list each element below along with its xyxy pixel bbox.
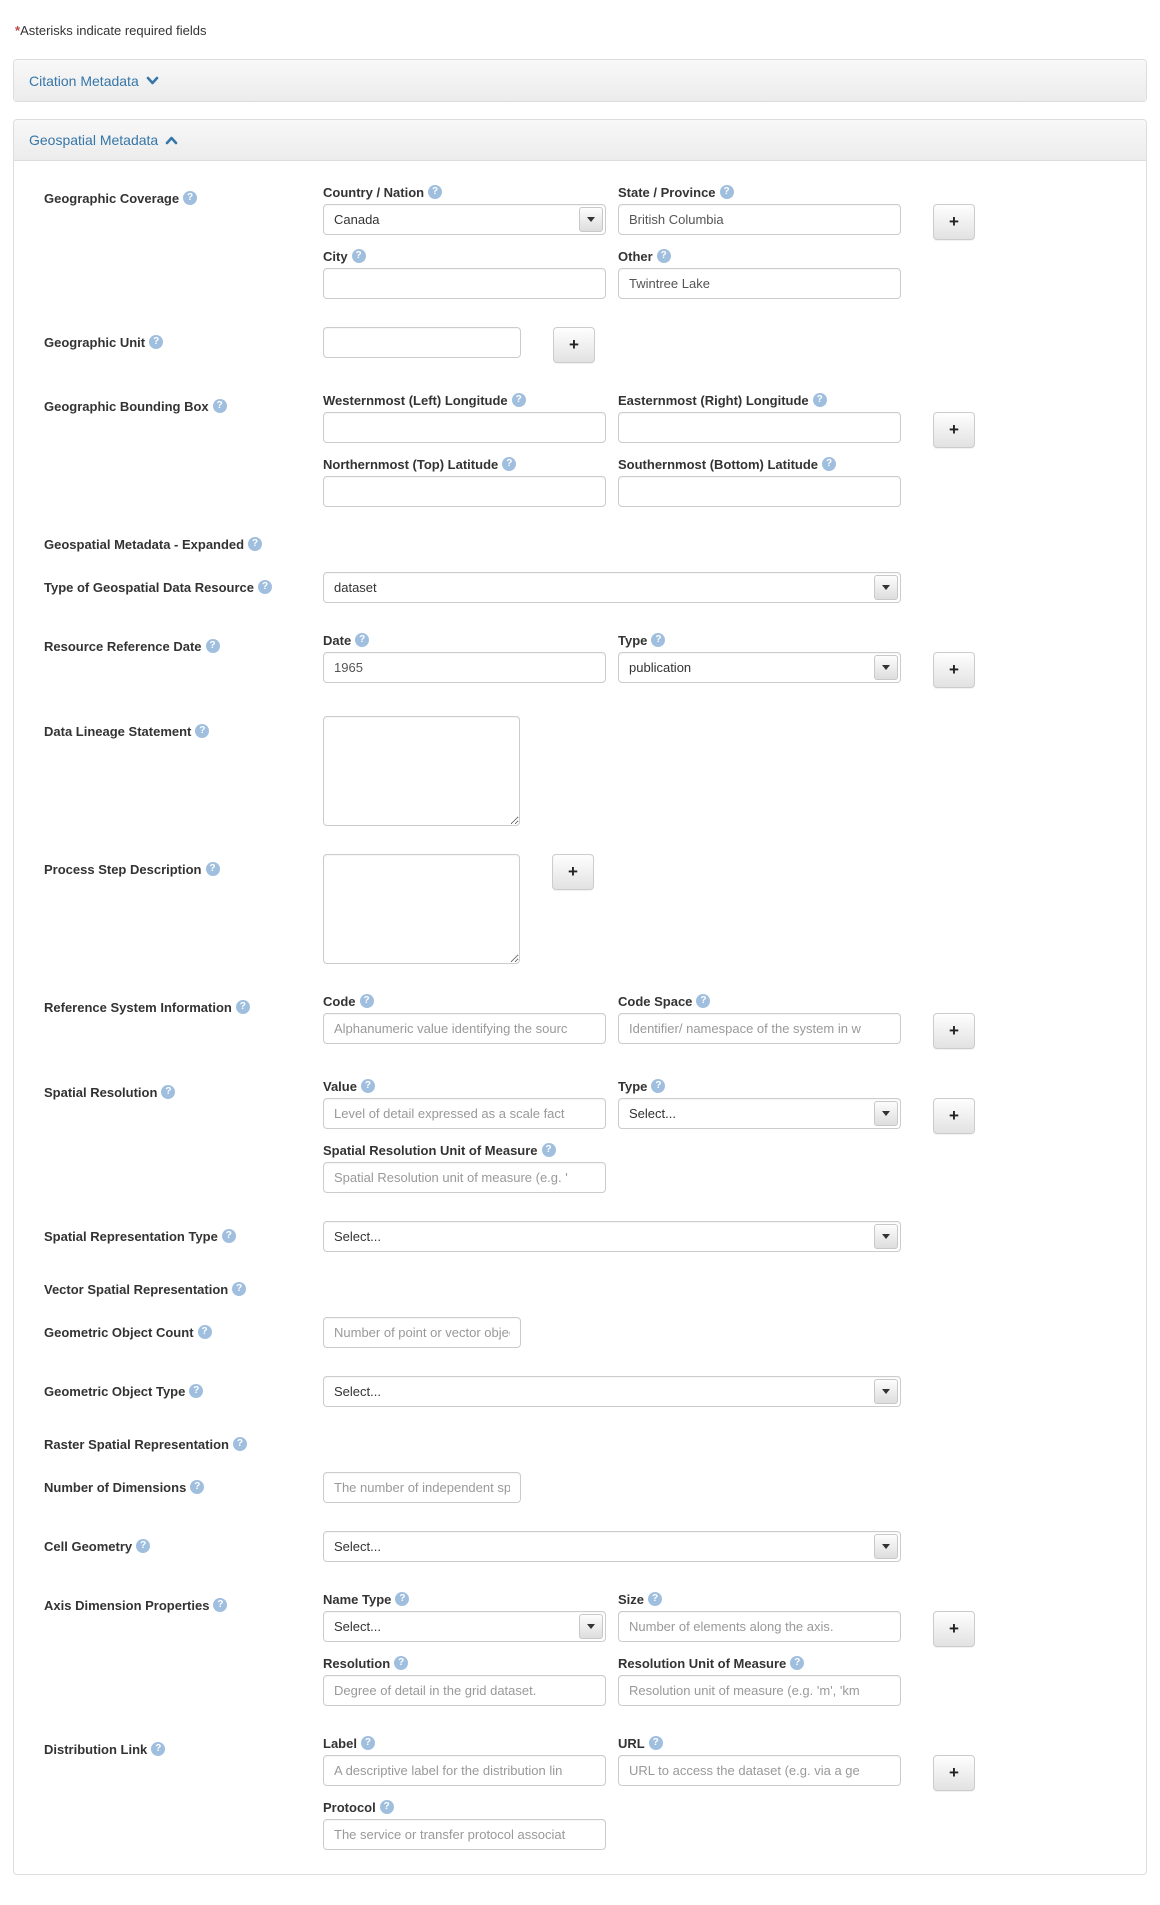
process-step-row <box>44 854 1116 964</box>
link-label-label <box>323 1734 606 1750</box>
cell-geometry-value: Select... <box>334 1539 381 1554</box>
chevron-up-icon <box>165 134 178 147</box>
add-bounding-box-button[interactable]: + <box>933 412 975 448</box>
label-text: Label <box>323 1736 357 1751</box>
add-axis-dimension-button[interactable]: + <box>933 1611 975 1647</box>
protocol-label <box>323 1798 606 1814</box>
label-text: Protocol <box>323 1800 376 1815</box>
label-text: Geographic Coverage <box>44 191 180 206</box>
label-text: Resolution Unit of Measure <box>618 1656 787 1671</box>
required-note-text: Asterisks indicate required fields <box>20 23 207 38</box>
geographic-unit-label <box>44 327 323 350</box>
label-text: Spatial Resolution <box>44 1085 158 1100</box>
name-type-label <box>323 1590 606 1606</box>
geometric-object-type-select[interactable] <box>323 1376 901 1407</box>
label-text: Cell Geometry <box>44 1539 133 1554</box>
axis-resolution-label <box>323 1654 606 1670</box>
help-icon[interactable] <box>813 393 827 407</box>
south-latitude-label <box>618 455 901 471</box>
label-text: Country / Nation <box>323 185 425 200</box>
geometric-object-type-value: Select... <box>334 1384 381 1399</box>
code-label <box>323 992 606 1008</box>
url-input[interactable] <box>618 1755 901 1786</box>
name-type-select[interactable] <box>323 1611 606 1642</box>
spatial-representation-type-select[interactable] <box>323 1221 901 1252</box>
city-input[interactable] <box>323 268 606 299</box>
date-input[interactable] <box>323 652 606 683</box>
value-input[interactable] <box>323 1098 606 1129</box>
label-text: Other <box>618 249 653 264</box>
bounding-box-row <box>44 391 1116 507</box>
label-text: Size <box>618 1592 645 1607</box>
geospatial-expanded-header-row <box>44 535 1116 552</box>
url-label <box>618 1734 901 1750</box>
spatial-resolution-row <box>44 1077 1116 1193</box>
help-icon[interactable] <box>502 457 516 471</box>
chevron-down-icon <box>579 1614 603 1639</box>
west-longitude-input[interactable] <box>323 412 606 443</box>
help-icon[interactable] <box>161 1085 175 1099</box>
axis-dimension-label <box>44 1590 323 1613</box>
help-icon[interactable] <box>657 249 671 263</box>
protocol-input[interactable] <box>323 1819 606 1850</box>
help-icon[interactable] <box>360 994 374 1008</box>
chevron-down-icon <box>874 655 898 680</box>
help-icon[interactable] <box>136 1539 150 1553</box>
resource-type-value: dataset <box>334 580 377 595</box>
help-icon[interactable] <box>189 1384 203 1398</box>
help-icon[interactable] <box>236 1000 250 1014</box>
label-text: Type <box>618 1079 648 1094</box>
number-of-dimensions-row <box>44 1472 1116 1503</box>
label-text: Spatial Resolution Unit of Measure <box>323 1143 538 1158</box>
number-of-dimensions-input[interactable] <box>323 1472 521 1503</box>
country-nation-label <box>323 183 606 199</box>
raster-representation-label <box>44 1435 247 1452</box>
required-fields-note <box>15 23 1145 38</box>
state-province-label <box>618 183 901 199</box>
reference-date-label <box>44 631 323 654</box>
help-icon[interactable] <box>233 1437 247 1451</box>
geospatial-expanded-label <box>44 535 262 552</box>
help-icon[interactable] <box>183 191 197 205</box>
reference-system-row <box>44 992 1116 1049</box>
help-icon[interactable] <box>651 1079 665 1093</box>
chevron-down-icon <box>579 207 603 232</box>
chevron-down-icon <box>146 74 159 87</box>
country-nation-value: Canada <box>334 212 380 227</box>
label-text: Vector Spatial Representation <box>44 1282 229 1297</box>
name-type-value: Select... <box>334 1619 381 1634</box>
label-text: Date <box>323 633 352 648</box>
label-text: Southernmost (Bottom) Latitude <box>618 457 819 472</box>
geographic-coverage-label <box>44 183 323 206</box>
citation-metadata-panel <box>13 59 1147 102</box>
citation-metadata-header[interactable] <box>14 60 1146 101</box>
help-icon[interactable] <box>213 399 227 413</box>
label-text: Reference System Information <box>44 1000 232 1015</box>
geospatial-metadata-title: Geospatial Metadata <box>29 132 159 148</box>
size-input[interactable] <box>618 1611 901 1642</box>
geographic-coverage-row <box>44 183 1116 299</box>
axis-resolution-input[interactable] <box>323 1675 606 1706</box>
help-icon[interactable] <box>790 1656 804 1670</box>
resolution-type-value: Select... <box>629 1106 676 1121</box>
add-reference-system-button[interactable]: + <box>933 1013 975 1049</box>
help-icon[interactable] <box>190 1480 204 1494</box>
link-label-input[interactable] <box>323 1755 606 1786</box>
resource-type-row <box>44 572 1116 603</box>
cell-geometry-select[interactable] <box>323 1531 901 1562</box>
help-icon[interactable] <box>394 1656 408 1670</box>
reference-system-label <box>44 992 323 1015</box>
code-space-label <box>618 992 901 1008</box>
help-icon[interactable] <box>222 1229 236 1243</box>
chevron-down-icon <box>874 1379 898 1404</box>
country-nation-select[interactable] <box>323 204 606 235</box>
label-text: Geometric Object Type <box>44 1384 186 1399</box>
required-asterisk: * <box>15 23 21 38</box>
label-text: Raster Spatial Representation <box>44 1437 229 1452</box>
cell-geometry-label <box>44 1531 323 1554</box>
chevron-down-icon <box>874 1534 898 1559</box>
state-province-input[interactable] <box>618 204 901 235</box>
help-icon[interactable] <box>258 580 272 594</box>
vector-representation-label <box>44 1280 246 1297</box>
spatial-representation-type-row <box>44 1221 1116 1252</box>
label-text: Type of Geospatial Data Resource <box>44 580 254 595</box>
other-input[interactable] <box>618 268 901 299</box>
spatial-resolution-label <box>44 1077 323 1100</box>
bounding-box-label <box>44 391 323 414</box>
geometric-object-type-label <box>44 1376 323 1399</box>
resolution-unit-input[interactable] <box>618 1675 901 1706</box>
chevron-down-icon <box>874 575 898 600</box>
reference-date-row <box>44 631 1116 688</box>
data-lineage-textarea[interactable] <box>323 716 520 826</box>
add-distribution-link-button[interactable]: + <box>933 1755 975 1791</box>
data-lineage-row <box>44 716 1116 826</box>
cell-geometry-row <box>44 1531 1116 1562</box>
help-icon[interactable] <box>149 335 163 349</box>
geospatial-metadata-panel <box>13 119 1147 1875</box>
spatial-representation-type-label <box>44 1221 323 1244</box>
help-icon[interactable] <box>395 1592 409 1606</box>
help-icon[interactable] <box>720 185 734 199</box>
geospatial-metadata-body <box>14 161 1146 1874</box>
label-text: Data Lineage Statement <box>44 724 192 739</box>
citation-metadata-title: Citation Metadata <box>29 72 139 89</box>
data-lineage-label <box>44 716 323 739</box>
help-icon[interactable] <box>649 1736 663 1750</box>
geographic-coverage-fields <box>323 183 901 299</box>
add-geographic-coverage-button[interactable]: + <box>933 204 975 240</box>
chevron-down-icon <box>874 1224 898 1249</box>
date-type-select[interactable] <box>618 652 901 683</box>
vector-representation-header-row <box>44 1280 1116 1297</box>
help-icon[interactable] <box>696 994 710 1008</box>
label-text: Type <box>618 633 648 648</box>
label-text: Number of Dimensions <box>44 1480 187 1495</box>
help-icon[interactable] <box>822 457 836 471</box>
label-text: Resolution <box>323 1656 391 1671</box>
label-text: Process Step Description <box>44 862 202 877</box>
date-type-label <box>618 631 901 647</box>
help-icon[interactable] <box>232 1282 246 1296</box>
code-space-input[interactable] <box>618 1013 901 1044</box>
help-icon[interactable] <box>206 639 220 653</box>
process-step-textarea[interactable] <box>323 854 520 964</box>
help-icon[interactable] <box>206 862 220 876</box>
spatial-resolution-unit-input[interactable] <box>323 1162 606 1193</box>
value-label <box>323 1077 606 1093</box>
spatial-representation-type-value: Select... <box>334 1229 381 1244</box>
help-icon[interactable] <box>361 1079 375 1093</box>
date-type-value: publication <box>629 660 692 675</box>
label-text: Geometric Object Count <box>44 1325 194 1340</box>
label-text: Geographic Bounding Box <box>44 399 209 414</box>
geographic-unit-row <box>44 327 1116 363</box>
label-text: Value <box>323 1079 357 1094</box>
other-label <box>618 247 901 263</box>
label-text: Westernmost (Left) Longitude <box>323 393 508 408</box>
help-icon[interactable] <box>648 1592 662 1606</box>
east-longitude-label <box>618 391 901 407</box>
help-icon[interactable] <box>151 1742 165 1756</box>
date-label <box>323 631 606 647</box>
add-reference-date-button[interactable]: + <box>933 652 975 688</box>
label-text: Code Space <box>618 994 693 1009</box>
label-text: Northernmost (Top) Latitude <box>323 457 499 472</box>
add-geographic-unit-button[interactable]: + <box>553 327 595 363</box>
process-step-label <box>44 854 323 877</box>
raster-representation-header-row <box>44 1435 1116 1452</box>
label-text: Spatial Representation Type <box>44 1229 218 1244</box>
help-icon[interactable] <box>352 249 366 263</box>
spatial-resolution-unit-label <box>323 1141 606 1157</box>
axis-dimension-row <box>44 1590 1116 1706</box>
resource-type-select[interactable] <box>323 572 901 603</box>
label-text: Distribution Link <box>44 1742 148 1757</box>
label-text: State / Province <box>618 185 716 200</box>
help-icon[interactable] <box>195 724 209 738</box>
label-text: Name Type <box>323 1592 392 1607</box>
resolution-type-select[interactable] <box>618 1098 901 1129</box>
resolution-unit-label <box>618 1654 901 1670</box>
south-latitude-input[interactable] <box>618 476 901 507</box>
label-text: Easternmost (Right) Longitude <box>618 393 809 408</box>
geometric-object-count-row <box>44 1317 1116 1348</box>
size-label <box>618 1590 901 1606</box>
north-latitude-input[interactable] <box>323 476 606 507</box>
north-latitude-label <box>323 455 606 471</box>
help-icon[interactable] <box>248 537 262 551</box>
label-text: Geographic Unit <box>44 335 146 350</box>
add-process-step-button[interactable]: + <box>552 854 594 890</box>
help-icon[interactable] <box>380 1800 394 1814</box>
west-longitude-label <box>323 391 606 407</box>
label-text: Geospatial Metadata - Expanded <box>44 537 245 552</box>
geometric-object-count-label <box>44 1317 323 1340</box>
resolution-type-label <box>618 1077 901 1093</box>
label-text: City <box>323 249 348 264</box>
geographic-unit-input[interactable] <box>323 327 521 358</box>
distribution-link-label <box>44 1734 323 1757</box>
city-label <box>323 247 606 263</box>
label-text: Resource Reference Date <box>44 639 202 654</box>
distribution-link-row <box>44 1734 1116 1850</box>
add-spatial-resolution-button[interactable]: + <box>933 1098 975 1134</box>
east-longitude-input[interactable] <box>618 412 901 443</box>
help-icon[interactable] <box>542 1143 556 1157</box>
help-icon[interactable] <box>355 633 369 647</box>
label-text: Code <box>323 994 356 1009</box>
geometric-object-count-input[interactable] <box>323 1317 521 1348</box>
geospatial-metadata-header[interactable] <box>14 120 1146 161</box>
help-icon[interactable] <box>198 1325 212 1339</box>
geometric-object-type-row <box>44 1376 1116 1407</box>
help-icon[interactable] <box>428 185 442 199</box>
help-icon[interactable] <box>651 633 665 647</box>
chevron-down-icon <box>874 1101 898 1126</box>
help-icon[interactable] <box>213 1598 227 1612</box>
label-text: URL <box>618 1736 645 1751</box>
number-of-dimensions-label <box>44 1472 323 1495</box>
label-text: Axis Dimension Properties <box>44 1598 210 1613</box>
help-icon[interactable] <box>361 1736 375 1750</box>
code-input[interactable] <box>323 1013 606 1044</box>
help-icon[interactable] <box>512 393 526 407</box>
resource-type-label <box>44 572 323 595</box>
